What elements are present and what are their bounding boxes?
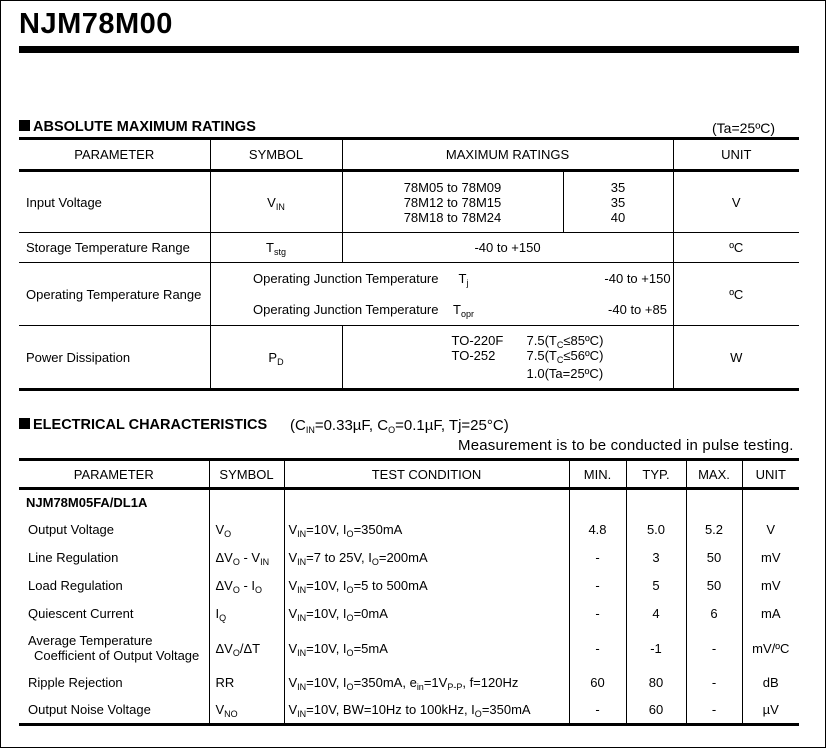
ec-header-test-condition: TEST CONDITION — [284, 460, 569, 489]
cond-line: $V_{IN}=7$ to 25V, $I_O=200mA$ — [284, 544, 569, 572]
min: - — [569, 697, 626, 725]
amr-heading: ABSOLUTE MAXIMUM RATINGS — [19, 119, 256, 135]
table-row — [19, 600, 799, 628]
table-row — [19, 572, 799, 600]
pkg-to220f: TO-220F — [451, 333, 504, 348]
max: - — [686, 697, 742, 725]
symbol-vin: $V_{IN}$ — [210, 171, 342, 233]
input-voltage-values: 35 35 40 — [563, 171, 673, 233]
op-row2-symbol: $T_{opr}$ — [453, 302, 474, 319]
amr-header-parameter: PARAMETER — [19, 139, 210, 171]
device-row — [19, 489, 799, 516]
sym-vo: $V_O$ — [209, 516, 284, 544]
min: 4.8 — [569, 516, 626, 544]
storage-value: -40 to +150 — [342, 233, 673, 263]
sym-load: $\Delta V_O - I_O$ — [209, 572, 284, 600]
sym-tc: $\Delta V_O/\Delta T$ — [209, 628, 284, 669]
table-row — [19, 233, 799, 263]
param-line-regulation: Line Regulation — [28, 550, 119, 565]
min: 60 — [569, 669, 626, 697]
op-row2-label: Operating Junction Temperature — [253, 302, 439, 317]
input-voltage-models: 78M05 to 78M09 78M12 to 78M15 78M18 to 78M24 — [342, 171, 563, 233]
absolute-max-ratings-table — [19, 137, 799, 391]
amr-condition: (Ta=25ºC) — [712, 120, 776, 136]
typ: -1 — [626, 628, 686, 669]
param-load-regulation: Load Regulation — [28, 578, 123, 593]
max: 50 — [686, 544, 742, 572]
param-ripple-rejection: Ripple Rejection — [28, 675, 123, 690]
operating-subtable — [210, 263, 673, 326]
typ: 60 — [626, 697, 686, 725]
pkg-to252: TO-252 — [451, 348, 496, 363]
title-rule — [19, 46, 799, 53]
ec-header-unit: UNIT — [742, 460, 799, 489]
param-temp-coefficient: Average Temperature Coefficient of Output Voltage — [28, 633, 200, 663]
cond-load: $V_{IN}=10V$, $I_O=5$ to 500mA — [284, 572, 569, 600]
param-operating: Operating Temperature Range — [19, 263, 210, 326]
param-quiescent-current: Quiescent Current — [28, 606, 134, 621]
unit-v: V — [673, 171, 799, 233]
ec-header-typ: TYP. — [626, 460, 686, 489]
square-bullet-icon — [19, 120, 30, 131]
table-row — [19, 516, 799, 544]
max: 50 — [686, 572, 742, 600]
unit: mA — [742, 600, 799, 628]
op-row2-value: -40 to +85 — [608, 302, 667, 317]
unit: dB — [742, 669, 799, 697]
typ: 5 — [626, 572, 686, 600]
sym-iq: $I_Q$ — [209, 600, 284, 628]
min: - — [569, 544, 626, 572]
square-bullet-icon — [19, 418, 30, 429]
page-title: NJM78M00 — [19, 8, 173, 40]
cond-vo: $V_{IN}=10V$, $I_O=350mA$ — [284, 516, 569, 544]
cond-rr: $V_{IN}=10V$, $I_O=350mA$, $e_{in}=1V_{P-P}$, f=120Hz — [284, 669, 569, 697]
table-row — [19, 669, 799, 697]
cond-iq: $V_{IN}=10V$, $I_O=0mA$ — [284, 600, 569, 628]
ec-header-symbol: SYMBOL — [209, 460, 284, 489]
ec-header-parameter: PARAMETER — [19, 460, 209, 489]
param-output-voltage: Output Voltage — [28, 522, 115, 537]
ec-header-max: MAX. — [686, 460, 742, 489]
ec-header-min: MIN. — [569, 460, 626, 489]
unit: mV — [742, 544, 799, 572]
unit-c: ºC — [673, 233, 799, 263]
typ: 5.0 — [626, 516, 686, 544]
ec-condition: ($C_{IN}=0.33\mu F$, $C_O=0.1\mu F$, Tj=25°C) — [290, 417, 509, 435]
table-row — [19, 697, 799, 725]
unit: V — [742, 516, 799, 544]
param-input-voltage: Input Voltage — [19, 171, 210, 233]
max: 5.2 — [686, 516, 742, 544]
amr-header-symbol: SYMBOL — [210, 139, 342, 171]
table-row — [19, 628, 799, 669]
typ: 3 — [626, 544, 686, 572]
op-row1-symbol: $T_j$ — [458, 271, 469, 288]
typ: 4 — [626, 600, 686, 628]
sym-vno: $V_{NO}$ — [209, 697, 284, 725]
param-power: Power Dissipation — [26, 349, 131, 365]
unit: µV — [742, 697, 799, 725]
electrical-characteristics-table — [19, 458, 799, 726]
symbol-tstg: $T_{stg}$ — [210, 233, 342, 263]
sym-rr: RR — [209, 669, 284, 697]
pkg-to252-value: $7.5(T_C\le 56ºC)$ — [526, 348, 604, 365]
table-row — [19, 544, 799, 572]
table-row — [19, 326, 799, 390]
param-storage: Storage Temperature Range — [19, 233, 210, 263]
power-values — [342, 326, 673, 390]
unit: mV — [742, 572, 799, 600]
unit: mV/ºC — [742, 628, 799, 669]
sym-line: $\Delta V_O - V_{IN}$ — [209, 544, 284, 572]
op-row1-value: -40 to +150 — [604, 271, 671, 286]
table-row — [19, 263, 799, 326]
max: - — [686, 669, 742, 697]
cond-vno: $V_{IN}=10V$, BW=10Hz to 100kHz, $I_O=350mA$ — [284, 697, 569, 725]
min: - — [569, 628, 626, 669]
device-name: NJM78M05FA/DL1A — [26, 495, 148, 511]
amr-header-ratings: MAXIMUM RATINGS — [342, 139, 673, 171]
pkg-to220f-value: $7.5(T_C\le 85ºC)$ — [526, 333, 604, 350]
ec-heading: ELECTRICAL CHARACTERISTICS — [19, 417, 267, 433]
amr-header-unit: UNIT — [673, 139, 799, 171]
min: - — [569, 572, 626, 600]
op-row1-label: Operating Junction Temperature — [253, 271, 439, 286]
unit-c: ºC — [673, 263, 799, 326]
measurement-note: Measurement is to be conducted in pulse testing. — [458, 437, 794, 454]
pkg-to252-value2: 1.0(Ta=25ºC) — [526, 366, 604, 381]
cond-tc: $V_{IN}=10V$, $I_O=5mA$ — [284, 628, 569, 669]
max: - — [686, 628, 742, 669]
symbol-pd: $P_D$ — [210, 326, 342, 390]
param-output-noise: Output Noise Voltage — [28, 702, 151, 718]
min: - — [569, 600, 626, 628]
unit-w: W — [673, 326, 799, 390]
typ: 80 — [626, 669, 686, 697]
table-row — [19, 171, 799, 233]
max: 6 — [686, 600, 742, 628]
